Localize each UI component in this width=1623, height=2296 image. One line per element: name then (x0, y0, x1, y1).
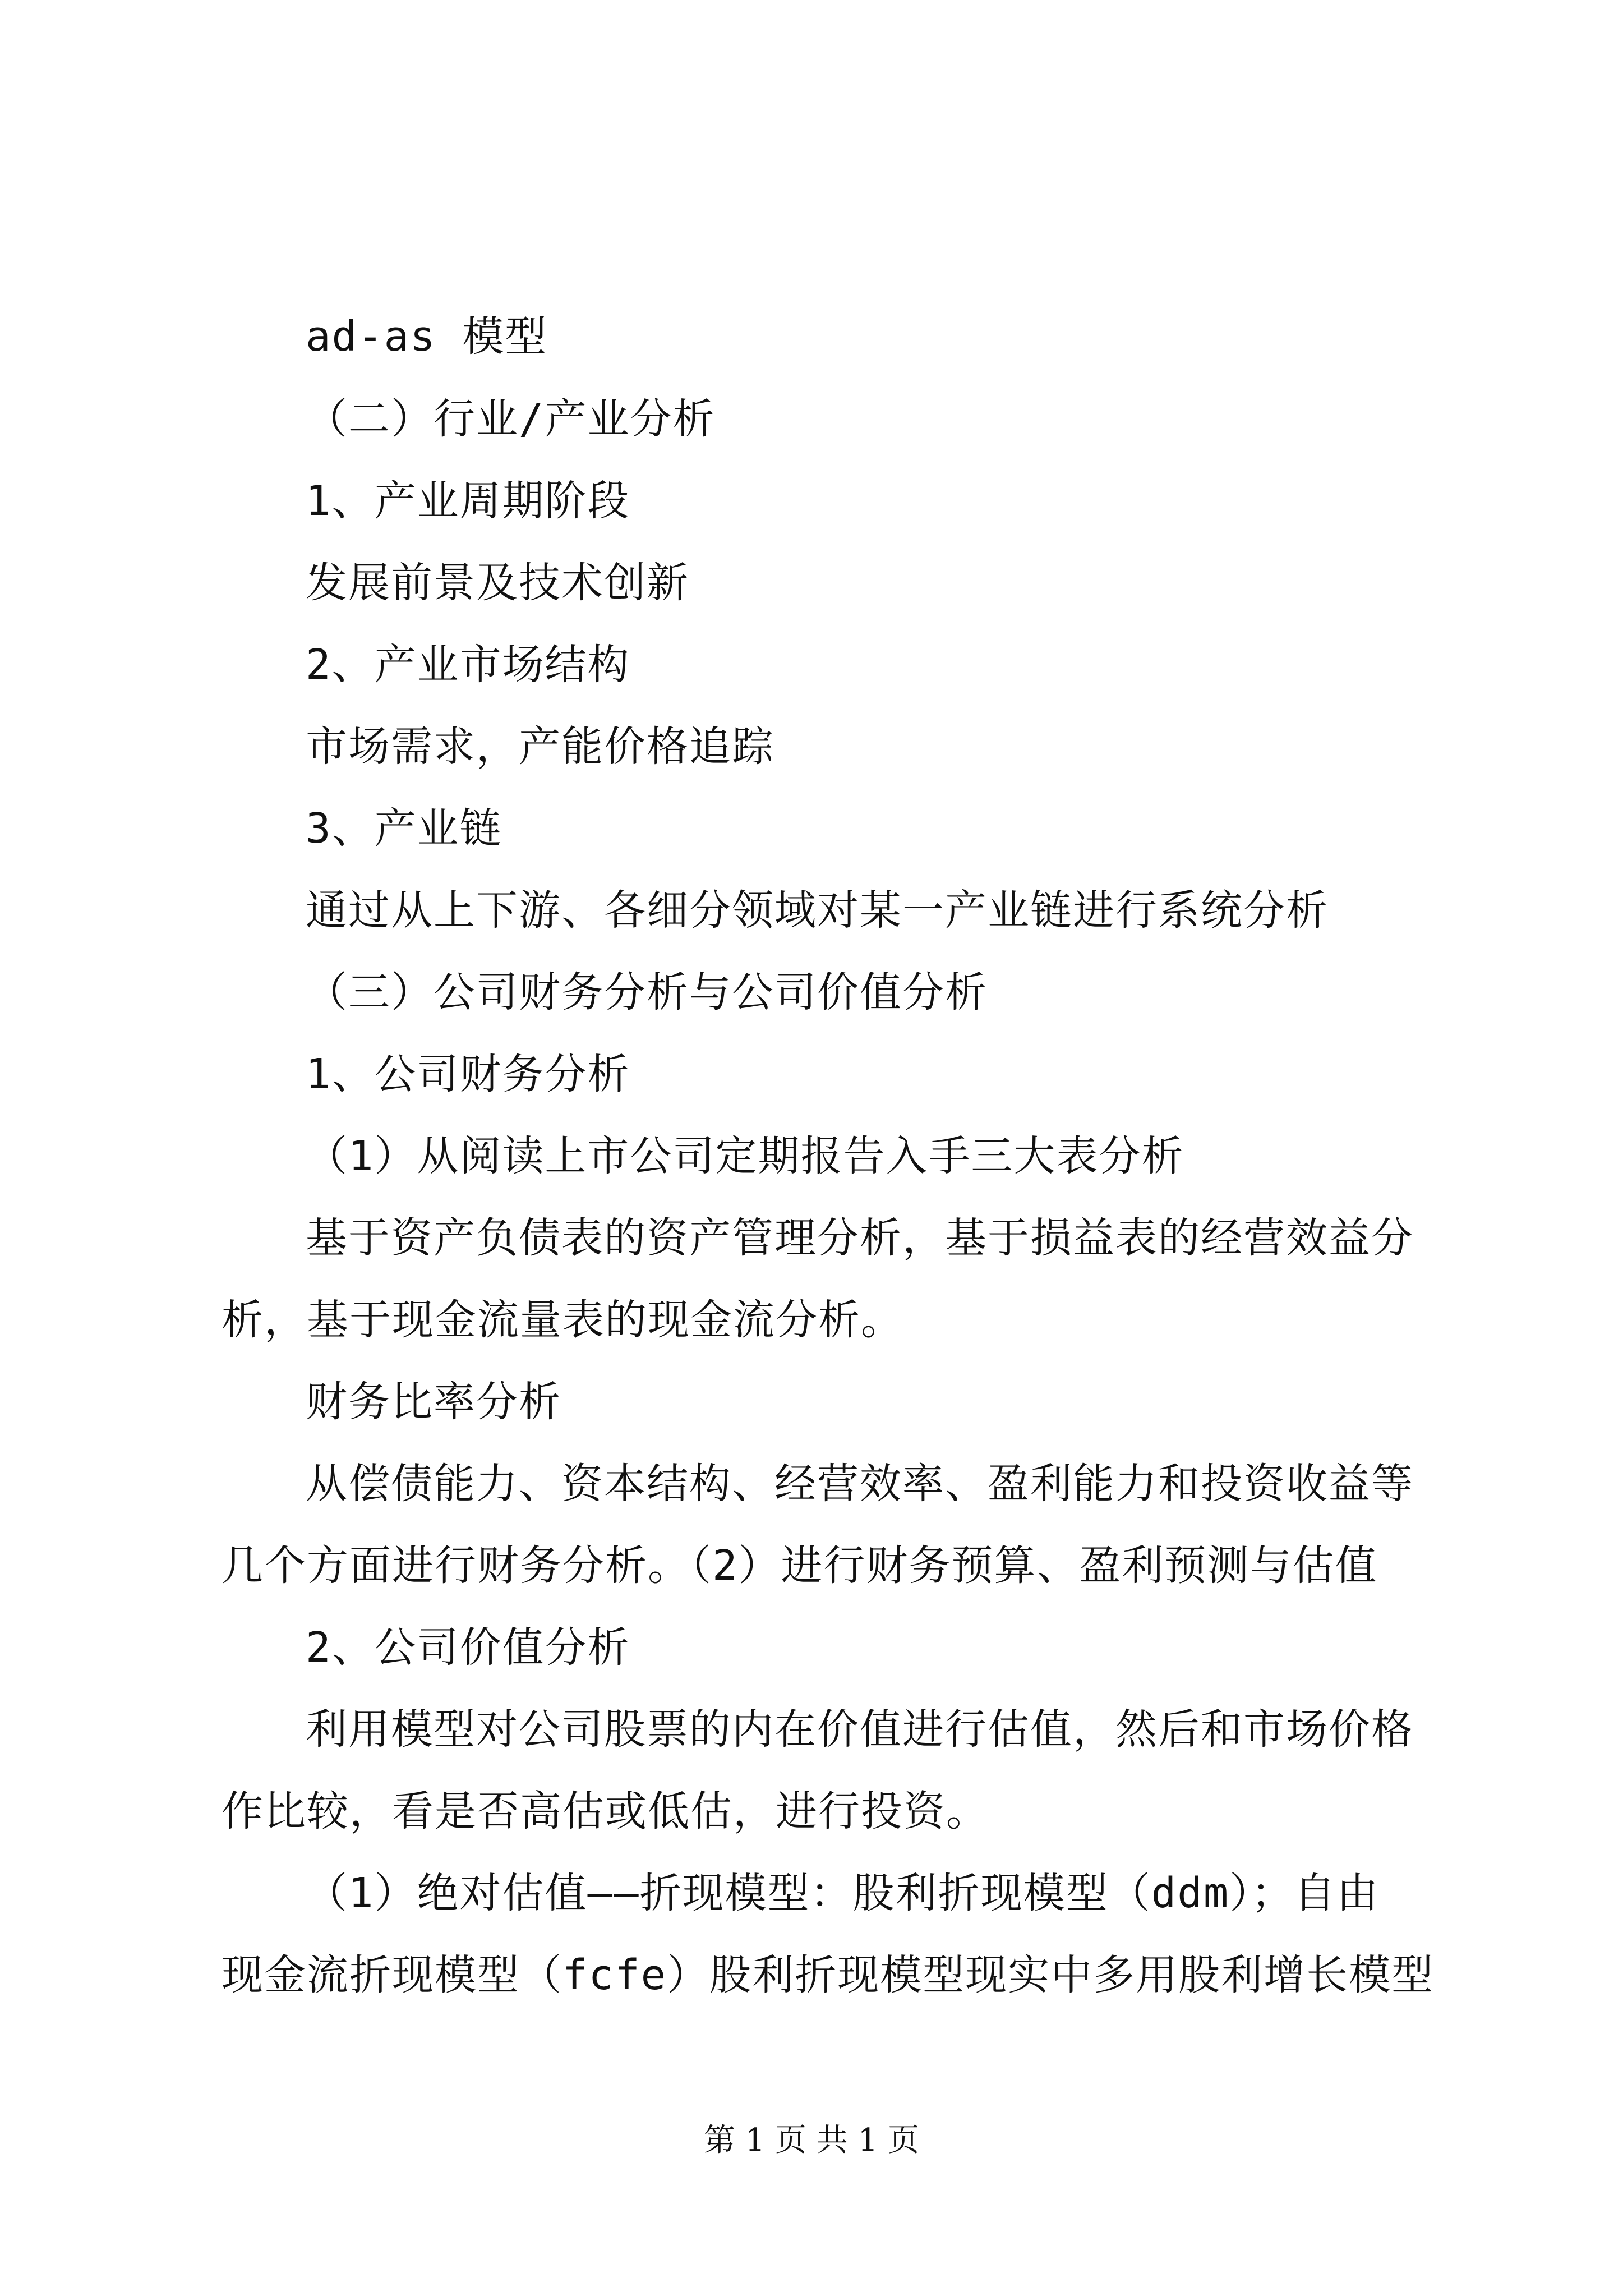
text-line: 2、公司价值分析 (306, 1623, 630, 1672)
text-line: ad-as 模型 (306, 312, 548, 361)
section-heading: （二）行业/产业分析 (306, 395, 716, 443)
paragraph-line: 从偿债能力、资本结构、经营效率、盈利能力和投资收益等 (306, 1460, 1414, 1508)
text-line: 2、产业市场结构 (306, 641, 630, 689)
paragraph-line: 几个方面进行财务分析。（2）进行财务预算、盈利预测与估值 (222, 1542, 1378, 1590)
paragraph-line: 作比较，看是否高估或低估，进行投资。 (222, 1787, 989, 1835)
text-line: 1、公司财务分析 (306, 1050, 630, 1098)
page-footer: 第 1 页 共 1 页 (703, 2122, 920, 2159)
section-heading: （三）公司财务分析与公司价值分析 (306, 968, 988, 1016)
text-line: 通过从上下游、各细分领域对某一产业链进行系统分析 (306, 886, 1329, 935)
paragraph-line: 利用模型对公司股票的内在价值进行估值，然后和市场价格 (306, 1705, 1414, 1754)
text-line: 发展前景及技术创新 (306, 559, 689, 607)
paragraph-line: （1）绝对估值——折现模型：股利折现模型（ddm）；自由 (306, 1869, 1380, 1917)
paragraph-line: 现金流折现模型（fcfe）股利折现模型现实中多用股利增长模型 (222, 1951, 1435, 1999)
text-line: 市场需求，产能价格追踪 (306, 723, 774, 771)
paragraph-line: 析，基于现金流量表的现金流分析。 (222, 1296, 903, 1344)
text-line: （1）从阅读上市公司定期报告入手三大表分析 (306, 1132, 1184, 1180)
text-line: 财务比率分析 (306, 1378, 561, 1426)
text-line: 3、产业链 (306, 804, 502, 853)
paragraph-line: 基于资产负债表的资产管理分析，基于损益表的经营效益分 (306, 1214, 1414, 1262)
text-line: 1、产业周期阶段 (306, 477, 630, 525)
